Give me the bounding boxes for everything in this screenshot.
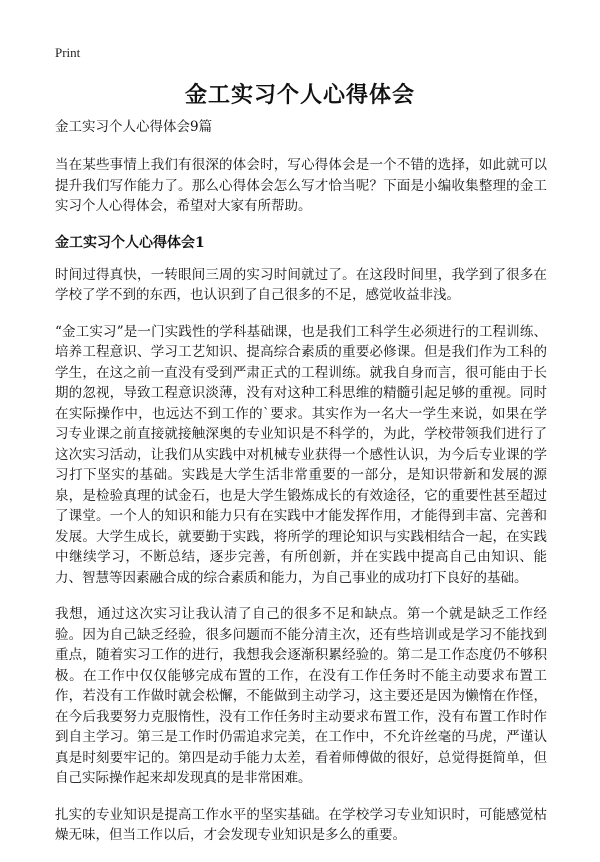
intro-paragraph: 当在某些事情上我们有很深的体会时，写心得体会是一个不错的选择，如此就可以提升我们写作能力了。那么心得体会怎么写才恰当呢？下面是小编收集整理的金工实习个人心得体会，希望对大家有所帮助。 xyxy=(55,157,547,214)
body-paragraph-2: “金工实习”是一门实践性的学科基础课，也是我们工科学生必须进行的工程训练、培养工程意识、学习工艺知识、提高综合素质的重要必修课。但是我们作为工科的学生，在这之前一直没有受到严肃正式的工程训练。就我自身而言，很可能由于长期的忽视，导致工程意识淡薄，没有对这种工科思维的精髓引起足够的重视。同时在实际操作中，也远达不到工作的`要求。其实作为一名大一学生来说，如果在学习专业课之前直接就接触深奥的专业知识是不科学的，为此，学校带领我们进行了这次实习活动，让我们从实践中对机械专业获得一个感性认识，为今后专业课的学习打下坚实的基础。实践是大学生活非常重要的一部分，是知识带新和发展的源泉，是检验真理的试金石，也是大学生锻炼成长的有效途径，它的重要性甚至超过了课堂。一个人的知识和能力只有在实践中才能发挥作用，才能得到丰富、完善和发展。大学生成长，就要勤于实践，将所学的理论知识与实践相结合一起，在实践中继续学习，不断总结，逐步完善，有所创新，并在实践中提高自己由知识、能力、智慧等因素融合成的综合素质和能力，为自己事业的成功打下良好的基础。 xyxy=(55,323,547,586)
document-body xyxy=(55,117,547,862)
document-title: 金工实习个人心得体会 xyxy=(184,82,415,108)
print-link[interactable]: Print xyxy=(55,45,81,60)
section-heading: 金工实习个人心得体会1 xyxy=(55,234,205,251)
body-paragraph-1: 时间过得真快，一转眼间三周的实习时间就过了。在这段时间里，我学到了很多在学校了学不到的东西，也认识到了自己很多的不足，感觉收益非浅。 xyxy=(55,266,547,303)
body-paragraph-4: 扎实的专业知识是提高工作水平的坚实基础。在学校学习专业知识时，可能感觉枯燥无味，但当工作以后，才会发现专业知识是多么的重要。 xyxy=(55,806,547,843)
document-subtitle: 金工实习个人心得体会9篇 xyxy=(55,119,213,135)
body-paragraph-3: 我想，通过这次实习让我认清了自己的很多不足和缺点。第一个就是缺乏工作经验。因为自己缺乏经验，很多问题而不能分清主次，还有些培训或是学习不能找到重点，随着实习工作的进行，我想我会逐渐积累经验的。第二是工作态度仍不够积极。在工作中仅仅能够完成布置的工作，在没有工作任务时不能主动要求布置工作，若没有工作做时就会松懈，不能做到主动学习，这主要还是因为懒惰在作怪，在今后我要努力克服惰性，没有工作任务时主动要求布置工作，没有布置工作时作到自主学习。第三是工作时仍需追求完美，在工作中，不允许丝毫的马虎，严谨认真是时刻要牢记的。第四是动手能力太差，看着师傅做的很好，总觉得挺简单，但自己实际操作起来却发现真的是非常困难。 xyxy=(55,606,547,786)
